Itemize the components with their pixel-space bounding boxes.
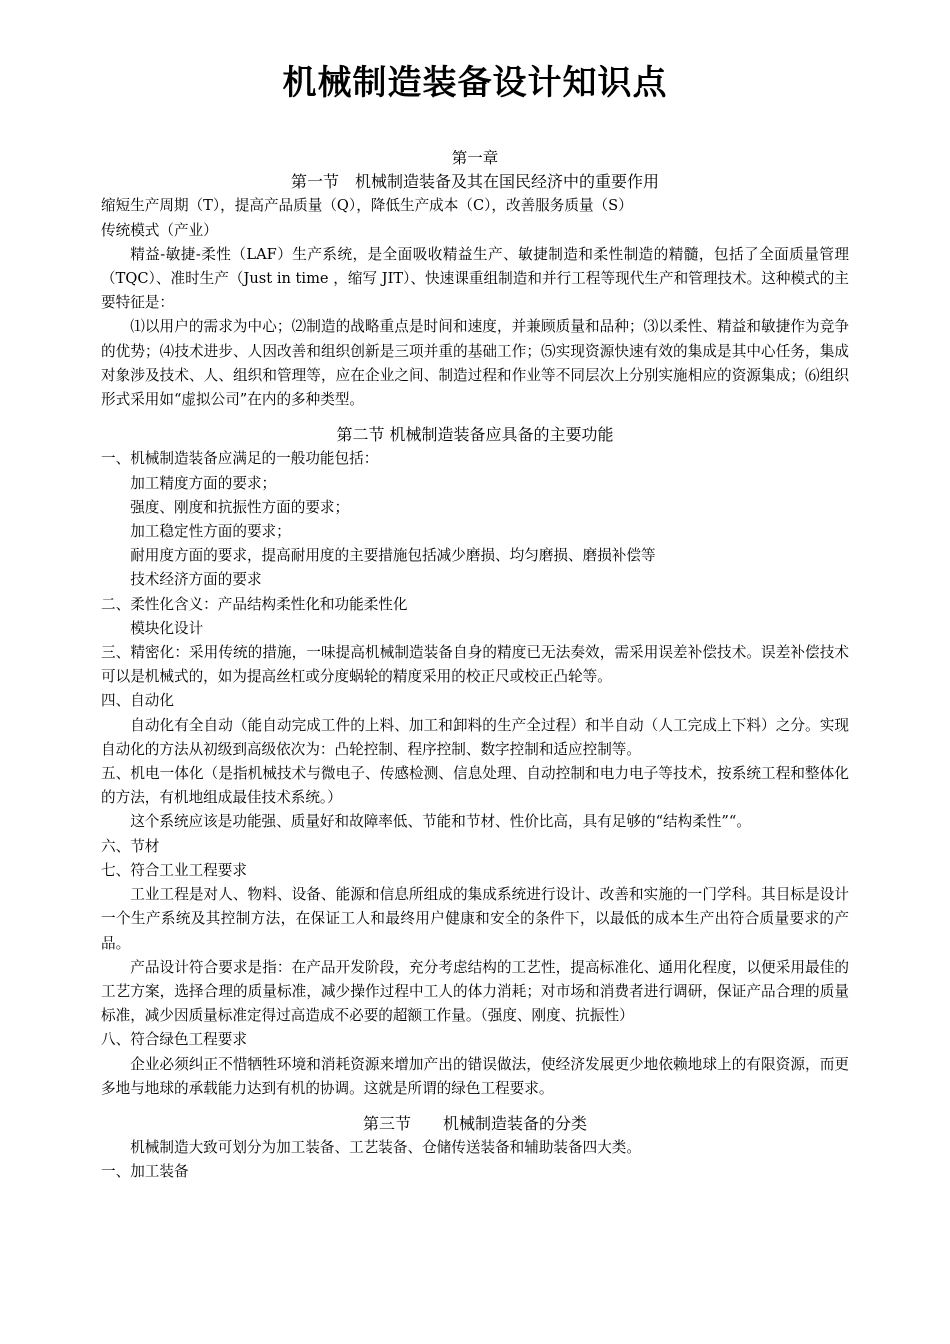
paragraph: ⑴以用户的需求为中心；⑵制造的战略重点是时间和速度，并兼顾质量和品种；⑶以柔性、精益和敏捷作为竞争的优势；⑷技术进步、人因改善和组织创新是三项并重的基础工作；⑸实现资源快速有效的集成是其中心任务，集成对象涉及技术、人、组织和管理等，应在企业之间、制造过程和作业等不同层次上分别实施相应的资源集成；⑹组织形式采用如“虚拟公司”在内的多种类型。 bbox=[101, 318, 849, 409]
list-item: 二、柔性化含义：产品结构柔性化和功能柔性化 bbox=[101, 595, 408, 613]
paragraph: 精益-敏捷-柔性（LAF）生产系统，是全面吸收精益生产、敏捷制造和柔性制造的精髓，包括了全面质量管理（TQC）、准时生产（Just in time ，缩写 JIT）、快速课重组制造和并行工程等现代生产和管理技术。这种模式的主要特征是： bbox=[101, 245, 849, 312]
paragraph: 企业必须纠正不惜牺牲环境和消耗资源来增加产出的错误做法，使经济发展更少地依赖地球上的有限资源，而更多地与地球的承载能力达到有机的协调。这就是所谓的绿色工程要求。 bbox=[101, 1055, 849, 1097]
paragraph: 传统模式（产业） bbox=[101, 221, 218, 239]
paragraph: 缩短生产周期（T），提高产品质量（Q），降低生产成本（C），改善服务质量（S） bbox=[101, 197, 633, 215]
section-1-heading: 第一节 机械制造装备及其在国民经济中的重要作用 bbox=[290, 172, 659, 192]
document-title: 机械制造装备设计知识点 bbox=[282, 63, 668, 103]
list-subitem: 技术经济方面的要求 bbox=[130, 571, 262, 589]
list-subitem: 耐用度方面的要求，提高耐用度的主要措施包括减少磨损、均匀磨损、磨损补偿等 bbox=[130, 547, 656, 565]
list-item: 三、精密化：采用传统的措施，一味提高机械制造装备自身的精度已无法奏效，需采用误差补偿技术。误差补偿技术可以是机械式的，如为提高丝杠或分度蜗轮的精度采用的校正尺或校正凸轮等。 bbox=[101, 644, 849, 686]
list-item: 六、节材 bbox=[101, 837, 160, 855]
list-item: 四、自动化 bbox=[101, 692, 174, 710]
section-3-heading: 第三节 机械制造装备的分类 bbox=[362, 1113, 587, 1133]
list-subitem: 加工精度方面的要求； bbox=[130, 474, 277, 492]
paragraph: 工业工程是对人、物料、设备、能源和信息所组成的集成系统进行设计、改善和实施的一门学科。其目标是设计一个生产系统及其控制方法，在保证工人和最终用户健康和安全的条件下，以最低的成本生产出符合质量要求的产品。 bbox=[101, 886, 849, 952]
paragraph: 机械制造大致可划分为加工装备、工艺装备、仓储传送装备和辅助装备四大类。 bbox=[130, 1139, 641, 1157]
list-item: 八、符合绿色工程要求 bbox=[101, 1031, 247, 1049]
section-2-heading: 第二节 机械制造装备应具备的主要功能 bbox=[336, 425, 614, 445]
paragraph: 这个系统应该是功能强、质量好和故障率低、节能和节材、性价比高，具有足够的“结构柔性”“。 bbox=[130, 813, 751, 831]
document-body bbox=[101, 146, 849, 1185]
list-subitem: 强度、刚度和抗振性方面的要求； bbox=[130, 498, 350, 516]
chapter-heading: 第一章 bbox=[451, 149, 499, 167]
list-item: 一、加工装备 bbox=[101, 1163, 189, 1181]
list-subitem: 模块化设计 bbox=[130, 619, 204, 637]
paragraph: 产品设计符合要求是指：在产品开发阶段，充分考虑结构的工艺性，提高标准化、通用化程度，以便采用最佳的工艺方案，选择合理的质量标准，减少操作过程中工人的体力消耗；对市场和消费者进行调研，保证产品合理的质量标准，减少因质量标准定得过高造成不必要的超额工作量。（强度、刚度、抗振性） bbox=[101, 958, 849, 1025]
list-subitem: 加工稳定性方面的要求； bbox=[130, 523, 291, 541]
paragraph: 自动化有全自动（能自动完成工件的上料、加工和卸料的生产全过程）和半自动（人工完成上下料）之分。实现自动化的方法从初级到高级依次为：凸轮控制、程序控制、数字控制和适应控制等。 bbox=[101, 716, 849, 758]
list-item: 七、符合工业工程要求 bbox=[101, 861, 247, 879]
list-item: 一、机械制造装备应满足的一般功能包括： bbox=[101, 450, 379, 468]
list-item: 五、机电一体化（是指机械技术与微电子、传感检测、信息处理、自动控制和电力电子等技术，按系统工程和整体化的方法，有机地组成最佳技术系统。） bbox=[101, 765, 849, 807]
